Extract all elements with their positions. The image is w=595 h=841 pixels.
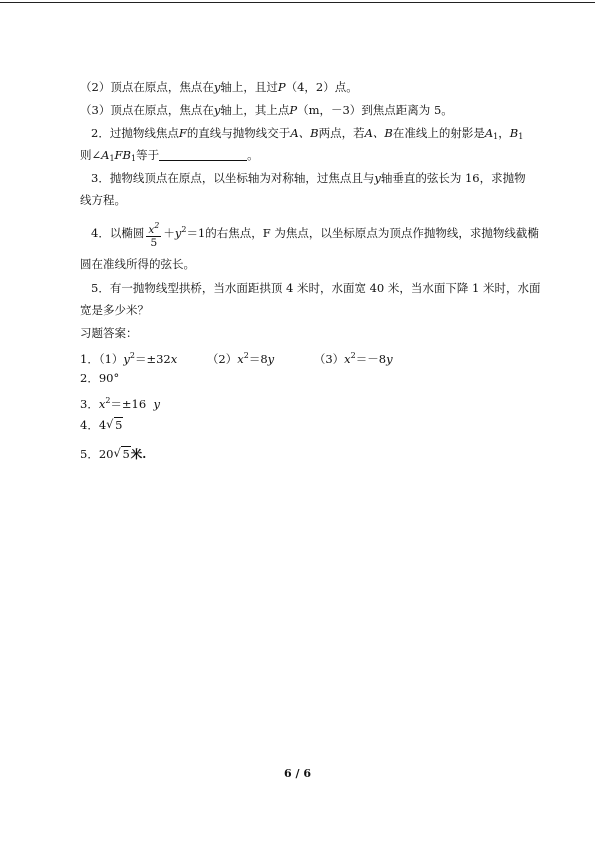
question-3-line-2: 线方程。 bbox=[80, 193, 126, 207]
answer-1: 1．$(1)y^2=\pm 32x$ $(2)x^2=8y$ $(3)x^2=-8y$ bbox=[80, 351, 393, 366]
question-5-line-2: 宽是多少米？ bbox=[80, 303, 149, 317]
answer-4: 4．4√ 5 bbox=[80, 418, 123, 433]
square-root: √ 5 bbox=[106, 418, 123, 433]
question-2-line-2: 则$\angle A_1FB_1$等于 。 bbox=[80, 148, 259, 163]
question-1-part-3: （3）顶点在原点，焦点在y轴上，其上点P（m，－3）到焦点距离为 5。 bbox=[80, 103, 453, 117]
answer-5: 5．20√ 5米. bbox=[80, 447, 146, 462]
page-number: 6 / 6 bbox=[284, 767, 311, 780]
ellipse-fraction: $\frac{x^2}{5}$ bbox=[148, 220, 160, 249]
question-2-line-1: 2．过抛物线焦点F的直线与抛物线交于A、B两点，若A、B在准线上的射影是$A_1$，$B_1$ bbox=[91, 126, 524, 141]
question-3-line-1: 3．抛物线顶点在原点，以坐标轴为对称轴，过焦点且与y轴垂直的弦长为 16，求抛物 bbox=[91, 171, 526, 185]
question-4-line-2: 圆在准线所得的弦长。 bbox=[80, 257, 195, 271]
answer-blank bbox=[159, 149, 247, 161]
answer-3: 3．$x^2=\pm 16$ y bbox=[80, 396, 161, 411]
question-4-line-1: 4．以椭圆 $\frac{x^2}{5}$ $+y^2=1$的右焦点，F 为焦点，以坐标原点为顶点作抛物线，求抛物线截椭 bbox=[91, 220, 539, 249]
answer-2: 2．90° bbox=[80, 371, 120, 385]
answers-title: 习题答案： bbox=[80, 326, 138, 340]
question-1-part-2: （2）顶点在原点，焦点在y轴上，且过P（4，2）点。 bbox=[80, 80, 358, 94]
question-5-line-1: 5．有一抛物线型拱桥，当水面距拱顶 4 米时，水面宽 40 米，当水面下降 1 米时，水面 bbox=[91, 281, 541, 295]
square-root: √ 5 bbox=[113, 447, 130, 462]
page-top-rule bbox=[0, 2, 595, 3]
